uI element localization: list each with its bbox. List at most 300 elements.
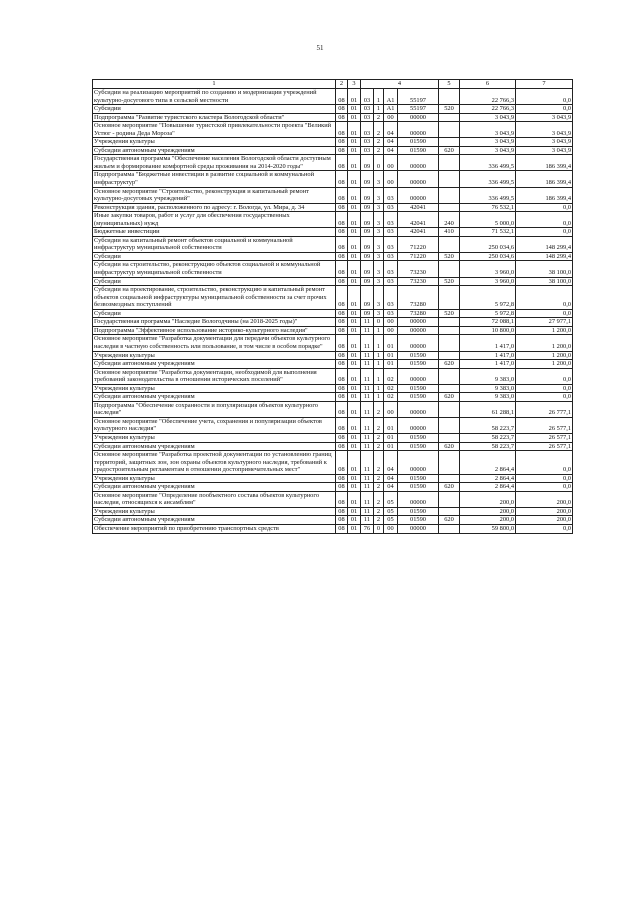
- row-amount-year2: 148 299,4: [516, 236, 573, 252]
- row-expense-type: [439, 351, 460, 360]
- row-expense-type: [439, 138, 460, 147]
- row-section: 08: [336, 483, 348, 492]
- row-name: Субсидии на строительство, реконструкцию объектов социальной и коммунальной инфраструктур муниципальной собственности: [93, 261, 336, 277]
- row-expense-type: [439, 417, 460, 433]
- row-subprogram: 2: [374, 507, 384, 516]
- row-section: 08: [336, 326, 348, 335]
- row-amount-year1: 5 972,8: [460, 286, 516, 310]
- row-direction: 01590: [398, 507, 439, 516]
- column-header: 6: [460, 80, 516, 89]
- row-expense-type: 520: [439, 309, 460, 318]
- row-amount-year2: 1 200,0: [516, 335, 573, 351]
- row-program: 11: [361, 483, 374, 492]
- row-program: 11: [361, 351, 374, 360]
- row-program: 11: [361, 335, 374, 351]
- row-subsection: 01: [348, 351, 361, 360]
- row-program: 11: [361, 368, 374, 384]
- row-activity: 04: [384, 138, 398, 147]
- row-subprogram: 0: [374, 155, 384, 171]
- row-activity: 03: [384, 261, 398, 277]
- row-activity: 02: [384, 384, 398, 393]
- row-amount-year1: 72 088,1: [460, 318, 516, 327]
- row-program: 03: [361, 138, 374, 147]
- row-section: 08: [336, 286, 348, 310]
- row-section: 08: [336, 138, 348, 147]
- row-direction: 01590: [398, 351, 439, 360]
- row-section: 08: [336, 155, 348, 171]
- row-subprogram: 0: [374, 524, 384, 533]
- row-name: Учреждения культуры: [93, 474, 336, 483]
- row-subprogram: 3: [374, 171, 384, 187]
- row-activity: A1: [384, 89, 398, 105]
- row-activity: 05: [384, 516, 398, 525]
- row-amount-year2: 38 100,0: [516, 261, 573, 277]
- row-subsection: 01: [348, 442, 361, 451]
- row-subsection: 01: [348, 277, 361, 286]
- row-section: 08: [336, 146, 348, 155]
- row-section: 08: [336, 277, 348, 286]
- row-amount-year2: 0,0: [516, 524, 573, 533]
- row-expense-type: 620: [439, 516, 460, 525]
- row-name: Основное мероприятие "Строительство, реконструкция и капитальный ремонт культурно-досуговых учреждений": [93, 187, 336, 203]
- row-expense-type: [439, 171, 460, 187]
- row-amount-year1: 1 417,0: [460, 360, 516, 369]
- row-subsection: 01: [348, 171, 361, 187]
- row-subprogram: 2: [374, 146, 384, 155]
- row-direction: 00000: [398, 417, 439, 433]
- row-subprogram: 3: [374, 228, 384, 237]
- row-amount-year2: 0,0: [516, 393, 573, 402]
- row-name: Субсидии: [93, 105, 336, 114]
- row-activity: 03: [384, 252, 398, 261]
- row-subprogram: 3: [374, 261, 384, 277]
- row-subprogram: 3: [374, 286, 384, 310]
- row-direction: 73280: [398, 309, 439, 318]
- row-subsection: 01: [348, 261, 361, 277]
- row-amount-year2: 3 043,9: [516, 113, 573, 122]
- row-program: 09: [361, 261, 374, 277]
- row-amount-year1: 2 864,4: [460, 451, 516, 475]
- row-subsection: 01: [348, 89, 361, 105]
- row-name: Субсидии: [93, 309, 336, 318]
- row-activity: 04: [384, 474, 398, 483]
- row-section: 08: [336, 507, 348, 516]
- table-row: [93, 171, 573, 187]
- row-subprogram: 3: [374, 277, 384, 286]
- row-subsection: 01: [348, 252, 361, 261]
- row-amount-year2: 0,0: [516, 474, 573, 483]
- row-activity: A1: [384, 105, 398, 114]
- row-activity: 04: [384, 483, 398, 492]
- row-subprogram: 2: [374, 113, 384, 122]
- row-activity: 03: [384, 236, 398, 252]
- row-direction: 00000: [398, 113, 439, 122]
- row-expense-type: [439, 507, 460, 516]
- row-activity: 04: [384, 146, 398, 155]
- row-amount-year2: 0,0: [516, 309, 573, 318]
- row-section: 08: [336, 417, 348, 433]
- row-amount-year1: 200,0: [460, 507, 516, 516]
- row-direction: 73230: [398, 277, 439, 286]
- row-expense-type: [439, 261, 460, 277]
- row-subsection: 01: [348, 368, 361, 384]
- row-expense-type: [439, 524, 460, 533]
- row-direction: 71220: [398, 252, 439, 261]
- column-header: 3: [348, 80, 361, 89]
- row-program: 11: [361, 393, 374, 402]
- row-amount-year2: 26 577,1: [516, 442, 573, 451]
- row-amount-year2: 0,0: [516, 368, 573, 384]
- row-direction: 00000: [398, 326, 439, 335]
- row-subsection: 01: [348, 228, 361, 237]
- row-program: 11: [361, 401, 374, 417]
- row-name: Бюджетные инвестиции: [93, 228, 336, 237]
- row-activity: 00: [384, 401, 398, 417]
- row-section: 08: [336, 451, 348, 475]
- row-direction: 00000: [398, 451, 439, 475]
- row-amount-year2: 1 200,0: [516, 351, 573, 360]
- row-subprogram: 3: [374, 187, 384, 203]
- row-amount-year2: 200,0: [516, 516, 573, 525]
- table-row: [93, 516, 573, 525]
- row-amount-year2: 3 043,9: [516, 138, 573, 147]
- row-name: Основное мероприятие "Разработка проектной документации по установлению границ территорий, защитных зон, зон охраны объектов культурного наследия, требований к градостроительным регламентам в отношении достопримечательных мест": [93, 451, 336, 475]
- row-program: 09: [361, 171, 374, 187]
- row-amount-year2: 200,0: [516, 507, 573, 516]
- row-section: 08: [336, 309, 348, 318]
- row-expense-type: 620: [439, 360, 460, 369]
- row-direction: 71220: [398, 236, 439, 252]
- row-amount-year1: 3 043,9: [460, 113, 516, 122]
- row-subprogram: 1: [374, 384, 384, 393]
- row-section: 08: [336, 474, 348, 483]
- row-expense-type: [439, 491, 460, 507]
- row-subsection: 01: [348, 105, 361, 114]
- row-amount-year2: 148 299,4: [516, 252, 573, 261]
- row-subsection: 01: [348, 474, 361, 483]
- row-subsection: 01: [348, 212, 361, 228]
- row-name: Реконструкция здания, расположенного по адресу: г. Вологда, ул. Мира, д. 34: [93, 203, 336, 212]
- row-section: 08: [336, 401, 348, 417]
- row-direction: 01590: [398, 442, 439, 451]
- row-program: 09: [361, 309, 374, 318]
- row-subprogram: 1: [374, 105, 384, 114]
- column-header: 4: [361, 80, 439, 89]
- row-subsection: 01: [348, 401, 361, 417]
- row-activity: 05: [384, 507, 398, 516]
- row-subprogram: 1: [374, 368, 384, 384]
- row-subsection: 01: [348, 483, 361, 492]
- row-subsection: 01: [348, 491, 361, 507]
- row-section: 08: [336, 105, 348, 114]
- row-expense-type: [439, 318, 460, 327]
- row-section: 08: [336, 89, 348, 105]
- row-expense-type: [439, 236, 460, 252]
- row-name: Подпрограмма "Обеспечение сохранности и популяризация объектов культурного наследия": [93, 401, 336, 417]
- row-program: 09: [361, 252, 374, 261]
- table-row: [93, 261, 573, 277]
- row-section: 08: [336, 433, 348, 442]
- row-amount-year2: 0,0: [516, 89, 573, 105]
- row-amount-year1: 2 864,4: [460, 474, 516, 483]
- row-activity: 00: [384, 326, 398, 335]
- row-amount-year2: 3 043,9: [516, 122, 573, 138]
- row-subprogram: 2: [374, 122, 384, 138]
- page-number: 51: [316, 44, 324, 52]
- table-row: [93, 105, 573, 114]
- row-direction: 73280: [398, 286, 439, 310]
- row-name: Учреждения культуры: [93, 507, 336, 516]
- row-amount-year2: 38 100,0: [516, 277, 573, 286]
- row-amount-year1: 3 960,0: [460, 277, 516, 286]
- row-name: Субсидии на реализацию мероприятий по созданию и модернизации учреждений культурно-досугового типа в сельской местности: [93, 89, 336, 105]
- row-section: 08: [336, 252, 348, 261]
- row-section: 08: [336, 360, 348, 369]
- row-section: 08: [336, 516, 348, 525]
- row-program: 11: [361, 318, 374, 327]
- row-activity: 00: [384, 524, 398, 533]
- row-expense-type: 620: [439, 146, 460, 155]
- row-activity: 01: [384, 442, 398, 451]
- row-name: Государственная программа "Обеспечение населения Вологодской области доступным жильем и формирование комфортной среды проживания на 2014-2020 годы": [93, 155, 336, 171]
- row-program: 03: [361, 89, 374, 105]
- row-subprogram: 0: [374, 318, 384, 327]
- row-amount-year1: 5 000,0: [460, 212, 516, 228]
- column-header: 7: [516, 80, 573, 89]
- row-direction: 42041: [398, 212, 439, 228]
- row-program: 11: [361, 451, 374, 475]
- row-subprogram: 2: [374, 442, 384, 451]
- row-direction: 00000: [398, 401, 439, 417]
- row-expense-type: [439, 401, 460, 417]
- row-amount-year1: 336 499,5: [460, 187, 516, 203]
- row-name: Основное мероприятие "Обеспечение учета, сохранения и популяризации объектов культурного наследия": [93, 417, 336, 433]
- row-program: 76: [361, 524, 374, 533]
- row-section: 08: [336, 122, 348, 138]
- row-amount-year1: 1 417,0: [460, 335, 516, 351]
- row-section: 08: [336, 384, 348, 393]
- row-name: Субсидии на проектирование, строительство, реконструкцию и капитальный ремонт объектов социальной инфраструктуры муниципальной собственности за счет прочих безвозмездных поступлений: [93, 286, 336, 310]
- row-name: Субсидии: [93, 252, 336, 261]
- row-subsection: 01: [348, 286, 361, 310]
- row-section: 08: [336, 368, 348, 384]
- table-row: [93, 236, 573, 252]
- row-amount-year1: 10 800,0: [460, 326, 516, 335]
- row-subsection: 01: [348, 417, 361, 433]
- row-expense-type: 240: [439, 212, 460, 228]
- row-section: 08: [336, 113, 348, 122]
- table-row: [93, 351, 573, 360]
- column-header: 5: [439, 80, 460, 89]
- row-subprogram: 2: [374, 491, 384, 507]
- row-expense-type: [439, 384, 460, 393]
- row-program: 09: [361, 187, 374, 203]
- row-name: Подпрограмма "Развитие туристского кластера Вологодской области": [93, 113, 336, 122]
- row-expense-type: [439, 433, 460, 442]
- row-subprogram: 1: [374, 89, 384, 105]
- row-amount-year1: 3 043,9: [460, 122, 516, 138]
- row-program: 09: [361, 228, 374, 237]
- table-header-row: [93, 80, 573, 89]
- row-name: Учреждения культуры: [93, 138, 336, 147]
- row-amount-year2: 0,0: [516, 228, 573, 237]
- row-subprogram: 2: [374, 516, 384, 525]
- row-program: 09: [361, 236, 374, 252]
- row-direction: 00000: [398, 368, 439, 384]
- row-amount-year2: 186 399,4: [516, 187, 573, 203]
- row-amount-year1: 3 960,0: [460, 261, 516, 277]
- row-subprogram: 2: [374, 483, 384, 492]
- row-program: 03: [361, 113, 374, 122]
- row-activity: 03: [384, 309, 398, 318]
- row-subsection: 01: [348, 187, 361, 203]
- row-subsection: 01: [348, 524, 361, 533]
- row-subprogram: 2: [374, 417, 384, 433]
- row-expense-type: [439, 89, 460, 105]
- row-subsection: 01: [348, 138, 361, 147]
- table-row: [93, 89, 573, 105]
- row-amount-year1: 58 223,7: [460, 417, 516, 433]
- row-subsection: 01: [348, 236, 361, 252]
- row-name: Основное мероприятие "Разработка документации для передачи объектов культурного наследия в частную собственность или пользование, в том числе в особом порядке": [93, 335, 336, 351]
- row-activity: 05: [384, 491, 398, 507]
- row-program: 09: [361, 286, 374, 310]
- row-direction: 73230: [398, 261, 439, 277]
- row-amount-year1: 1 417,0: [460, 351, 516, 360]
- table-row: [93, 318, 573, 327]
- row-name: Основное мероприятие "Определение пообъектного состава объектов культурного наследия, относящихся к ансамблям": [93, 491, 336, 507]
- row-amount-year1: 250 034,6: [460, 252, 516, 261]
- row-amount-year1: 61 288,1: [460, 401, 516, 417]
- row-subprogram: 1: [374, 351, 384, 360]
- row-direction: 55197: [398, 89, 439, 105]
- table-row: [93, 524, 573, 533]
- table-row: [93, 326, 573, 335]
- row-program: 09: [361, 155, 374, 171]
- row-amount-year2: 200,0: [516, 491, 573, 507]
- row-name: Учреждения культуры: [93, 433, 336, 442]
- row-amount-year1: 2 864,4: [460, 483, 516, 492]
- row-amount-year1: 58 223,7: [460, 442, 516, 451]
- row-name: Учреждения культуры: [93, 351, 336, 360]
- row-direction: 01590: [398, 138, 439, 147]
- row-amount-year2: 27 977,1: [516, 318, 573, 327]
- row-activity: 04: [384, 451, 398, 475]
- row-name: Основное мероприятие "Разработка документации, необходимой для выполнения требований законодательства в отношении исторических поселений": [93, 368, 336, 384]
- row-section: 08: [336, 491, 348, 507]
- row-section: 08: [336, 203, 348, 212]
- row-subsection: 01: [348, 155, 361, 171]
- row-name: Иные закупки товаров, работ и услуг для обеспечения государственных (муниципальных) нужд: [93, 212, 336, 228]
- row-section: 08: [336, 187, 348, 203]
- row-amount-year2: 0,0: [516, 451, 573, 475]
- row-expense-type: 410: [439, 228, 460, 237]
- row-amount-year2: 1 200,0: [516, 360, 573, 369]
- row-program: 11: [361, 507, 374, 516]
- row-expense-type: [439, 113, 460, 122]
- row-subsection: 01: [348, 433, 361, 442]
- row-expense-type: [439, 335, 460, 351]
- row-amount-year2: 0,0: [516, 286, 573, 310]
- row-direction: 01590: [398, 516, 439, 525]
- row-amount-year2: 3 043,9: [516, 146, 573, 155]
- row-amount-year1: 9 383,0: [460, 368, 516, 384]
- row-subprogram: 3: [374, 309, 384, 318]
- row-name: Субсидии автономным учреждениям: [93, 393, 336, 402]
- row-program: 11: [361, 474, 374, 483]
- row-amount-year2: 186 399,4: [516, 155, 573, 171]
- row-expense-type: 520: [439, 277, 460, 286]
- table-row: [93, 122, 573, 138]
- row-amount-year1: 59 800,0: [460, 524, 516, 533]
- row-amount-year2: 26 577,1: [516, 433, 573, 442]
- row-amount-year2: 0,0: [516, 203, 573, 212]
- row-direction: 55197: [398, 105, 439, 114]
- row-activity: 03: [384, 228, 398, 237]
- row-program: 03: [361, 122, 374, 138]
- row-subprogram: 2: [374, 401, 384, 417]
- row-name: Подпрограмма "Эффективное использование историко-культурного наследия": [93, 326, 336, 335]
- row-subsection: 01: [348, 203, 361, 212]
- row-expense-type: [439, 122, 460, 138]
- row-expense-type: [439, 368, 460, 384]
- table-row: [93, 368, 573, 384]
- row-subprogram: 3: [374, 236, 384, 252]
- row-direction: 01590: [398, 146, 439, 155]
- row-activity: 01: [384, 351, 398, 360]
- row-section: 08: [336, 524, 348, 533]
- row-subprogram: 3: [374, 212, 384, 228]
- table-row: [93, 393, 573, 402]
- row-amount-year1: 200,0: [460, 491, 516, 507]
- table-row: [93, 491, 573, 507]
- table-row: [93, 252, 573, 261]
- row-name: Основное мероприятие "Повышение туристской привлекательности проекта "Великий Устюг - родина Деда Мороза": [93, 122, 336, 138]
- row-program: 09: [361, 277, 374, 286]
- row-subsection: 01: [348, 360, 361, 369]
- row-program: 03: [361, 146, 374, 155]
- row-activity: 00: [384, 113, 398, 122]
- row-activity: 01: [384, 433, 398, 442]
- row-direction: 42041: [398, 228, 439, 237]
- row-activity: 03: [384, 286, 398, 310]
- row-program: 11: [361, 417, 374, 433]
- row-amount-year2: 0,0: [516, 384, 573, 393]
- row-subsection: 01: [348, 516, 361, 525]
- row-amount-year2: 1 200,0: [516, 326, 573, 335]
- row-activity: 03: [384, 212, 398, 228]
- row-program: 11: [361, 433, 374, 442]
- row-direction: 01590: [398, 393, 439, 402]
- row-direction: 00000: [398, 524, 439, 533]
- table-row: [93, 507, 573, 516]
- row-activity: 02: [384, 393, 398, 402]
- row-direction: 01590: [398, 360, 439, 369]
- column-header: 2: [336, 80, 348, 89]
- row-amount-year1: 5 972,8: [460, 309, 516, 318]
- row-activity: 02: [384, 368, 398, 384]
- row-amount-year2: 26 577,1: [516, 417, 573, 433]
- row-expense-type: [439, 474, 460, 483]
- row-amount-year1: 9 383,0: [460, 393, 516, 402]
- row-program: 09: [361, 212, 374, 228]
- row-subprogram: 3: [374, 252, 384, 261]
- row-amount-year1: 336 499,5: [460, 171, 516, 187]
- row-direction: 42041: [398, 203, 439, 212]
- row-subsection: 01: [348, 113, 361, 122]
- row-expense-type: 520: [439, 105, 460, 114]
- row-expense-type: 520: [439, 252, 460, 261]
